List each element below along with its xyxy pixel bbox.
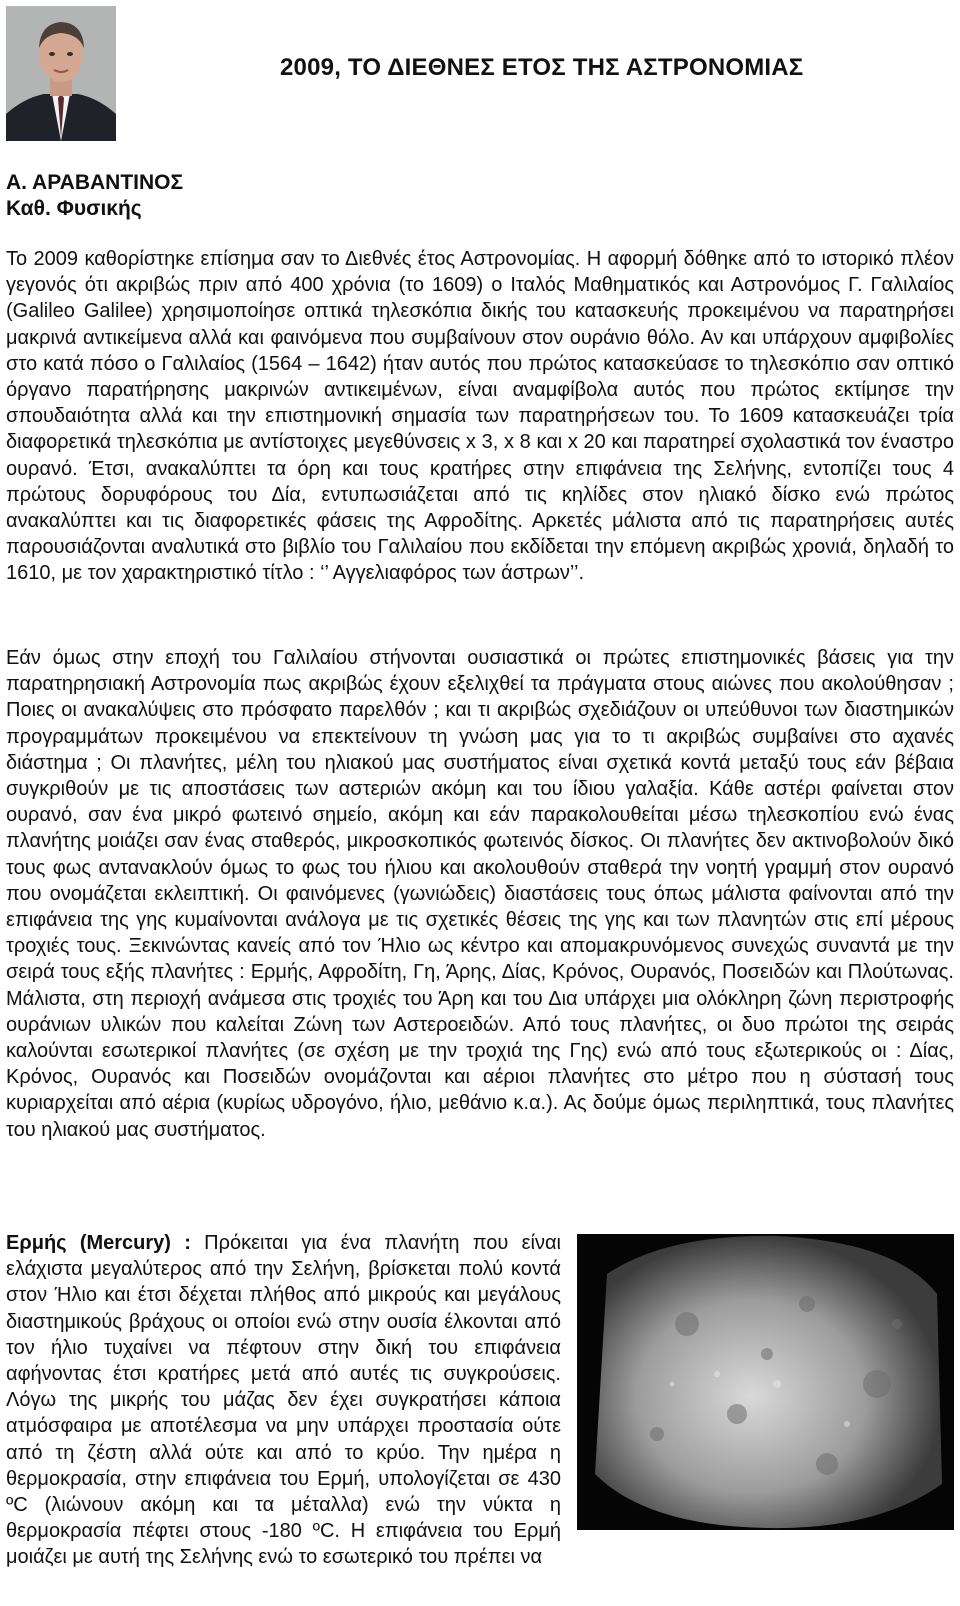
author-role: Καθ. Φυσικής [6,197,142,220]
article-title: 2009, ΤΟ ΔΙΕΘΝΕΣ ΕΤΟΣ ΤΗΣ ΑΣΤΡΟΝΟΜΙΑΣ [280,54,804,81]
author-photo [6,6,116,141]
author-name: Α. ΑΡΑΒΑΝΤΙΝΟΣ [6,171,184,194]
mercury-heading: Ερμής (Mercury) : [6,1232,191,1254]
planets-paragraph: Εάν όμως στην εποχή του Γαλιλαίου στήνονται ουσιαστικά οι πρώτες επιστημονικές βάσεις για την παρατηρησιακή Αστρονομία πως ακριβώς έχουν εξελιχθεί τα πράγματα στους αιώνες που ακολούθησαν ; Ποιες οι ανακαλύψεις στο πρόσφατο παρελθόν ; και τι ακριβώς σχεδιάζουν οι υπεύθυνοι των διαστημικών προγραμμάτων προκειμένου να επεκτείνουν τη γνώση μας για το τι ακριβώς συμβαίνει στο αχανές διάστημα ; Οι πλανήτες, μέλη του ηλιακού μας συστήματος είναι σχετικά κοντά μεταξύ τους εάν βέβαια συγκριθούν με τις αποστάσεις των αστεριών ακόμη και του ίδιου γαλαξία. Κάθε αστέρι φαίνεται στον ουρανό, σαν ένα μικρό φωτεινό σημείο, ακόμη και εάν παρακολουθείται μέσω τηλεσκοπίου ενώ ένας πλανήτης μοιάζει σαν ένας σταθερός, μικροσκοπικός φωτεινός δίσκος. Οι πλανήτες δεν ακτινοβολούν δικό τους φως αντανακλούν όμως το φως του ήλιου και ακολουθούν σταθερά την νοητή γραμμή στον ουρανό που ονομάζεται εκλειπτική. Οι φαινόμενες (γωνιώδεις) διαστάσεις τους όπως μάλιστα φαίνονται από την επιφάνεια της γης κυμαίνονται ανάλογα με τις σχετικές θέσεις της γης και των πλανητών στις επί μέρους τροχιές τους. Ξεκινώντας κανείς από τον Ήλιο ως κέντρο και απομακρυνόμενος συνεχώς συναντά με την σειρά τους εξής πλανήτες : Ερμής, Αφροδίτη, Γη, Άρης, Δίας, Κρόνος, Ουρανός, Ποσειδών και Πλούτωνας. Μάλιστα, στη περιοχή ανάμεσα στις τροχιές του Άρη και του Δια υπάρχει μια ολόκληρη ζώνη περιστροφής ουράνιων υλικών που καλείται Ζώνη των Αστεροειδών. Από τους πλανήτες, οι δυο πρώτοι της σειράς καλούνται εσωτερικοί πλανήτες (σε σχέση με την τροχιά της Γης) ενώ από τους εξωτερικούς οι : Δίας, Κρόνος, Ουρανός και Ποσειδών ονομάζονται και αέριοι πλανήτες στο μέτρο που η σύστασή τους κυριαρχείται από αέρια (κυρίως υδρογόνο, ήλιο, μεθάνιο κ.α.). Ας δούμε όμως περιληπτικά, τους πλανήτες του ηλιακού μας συστήματος. [6,647,954,1141]
mercury-planet-image [577,1234,954,1530]
mercury-text: Πρόκειται για ένα πλανήτη που είναι ελάχιστα μεγαλύτερος από την Σελήνη, βρίσκεται πολύ κοντά στον Ήλιο και έτσι δέχεται πλήθος από μικρούς και μεγάλους διαστημικούς βράχους οι οποίοι ενώ στην ουσία έλκονται από τον ήλιο τυχαίνει να πέφτουν στην δική του επιφάνεια αφήνοντας έτσι κρατήρες μετά από αυτές τις συγκρούσεις. Λόγω της μικρής του μάζας δεν έχει συγκρατήσει κάποια ατμόσφαιρα με αποτέλεσμα να μην υπάρχει προστασία ούτε από τη ζέστη αλλά ούτε και από το κρύο. Την ημέρα η θερμοκρασία, στην επιφάνεια του Ερμή, υπολογίζεται σε 430 ºC (λιώνουν ακόμη και τα μέταλλα) ενώ την νύκτα η θερμοκρασία πέφτει στους -180 ºC. Η επιφάνεια του Ερμή μοιάζει με αυτή της Σελήνης ενώ το εσωτερικό του πρέπει να [6,1232,561,1569]
author-portrait-image [6,6,116,141]
intro-paragraph: Το 2009 καθορίστηκε επίσημα σαν το Διεθνές έτος Αστρονομίας. Η αφορμή δόθηκε από το ιστορικό πλέον γεγονός ότι ακριβώς πριν από 400 χρόνια (το 1609) ο Ιταλός Μαθηματικός και Αστρονόμος Γ. Γαλιλαίος (Galileo Galilee) χρησιμοποίησε οπτικά τηλεσκόπια δικής του κατασκευής προκειμένου να παρατηρήσει μακρινά αντικείμενα αλλά και φαινόμενα που συμβαίνουν στον ουράνιο θόλο. Αν και υπάρχουν αμφιβολίες στο κατά πόσο ο Γαλιλαίος (1564 – 1642) ήταν αυτός που πρώτος κατασκεύασε το τηλεσκόπιο σαν οπτικό όργανο παρατήρησης μακρινών αντικειμένων, είναι αναμφίβολα αυτός που πρώτος εκτίμησε την σπουδαιότητα αλλά και την επιστημονική σημασία των παρατηρήσεων του. Το 1609 κατασκευάζει τρία διαφορετικά τηλεσκόπια με αντίστοιχες μεγεθύνσεις x 3, x 8 και x 20 και παρατηρεί σχολαστικά τον έναστρο ουρανό. Έτσι, ανακαλύπτει τα όρη και τους κρατήρες στην επιφάνεια της Σελήνης, εντοπίζει τους 4 πρώτους δορυφόρους του Δία, εντυπωσιάζεται από τις κηλίδες στον ηλιακό δίσκο ενώ πρώτος ανακαλύπτει και τις διαφορετικές φάσεις της Αφροδίτης. Αρκετές μάλιστα από τις παρατηρήσεις αυτές παρουσιάζονται αναλυτικά στο βιβλίο του Γαλιλαίου που εκδίδεται την επόμενη ακριβώς χρονιά, δηλαδή το 1610, με τον χαρακτηριστικό τίτλο : ‘’ Αγγελιαφόρος των άστρων’’. [6,248,954,585]
author-block [6,170,183,222]
mercury-photo [577,1234,954,1530]
mercury-section [6,1230,954,1571]
